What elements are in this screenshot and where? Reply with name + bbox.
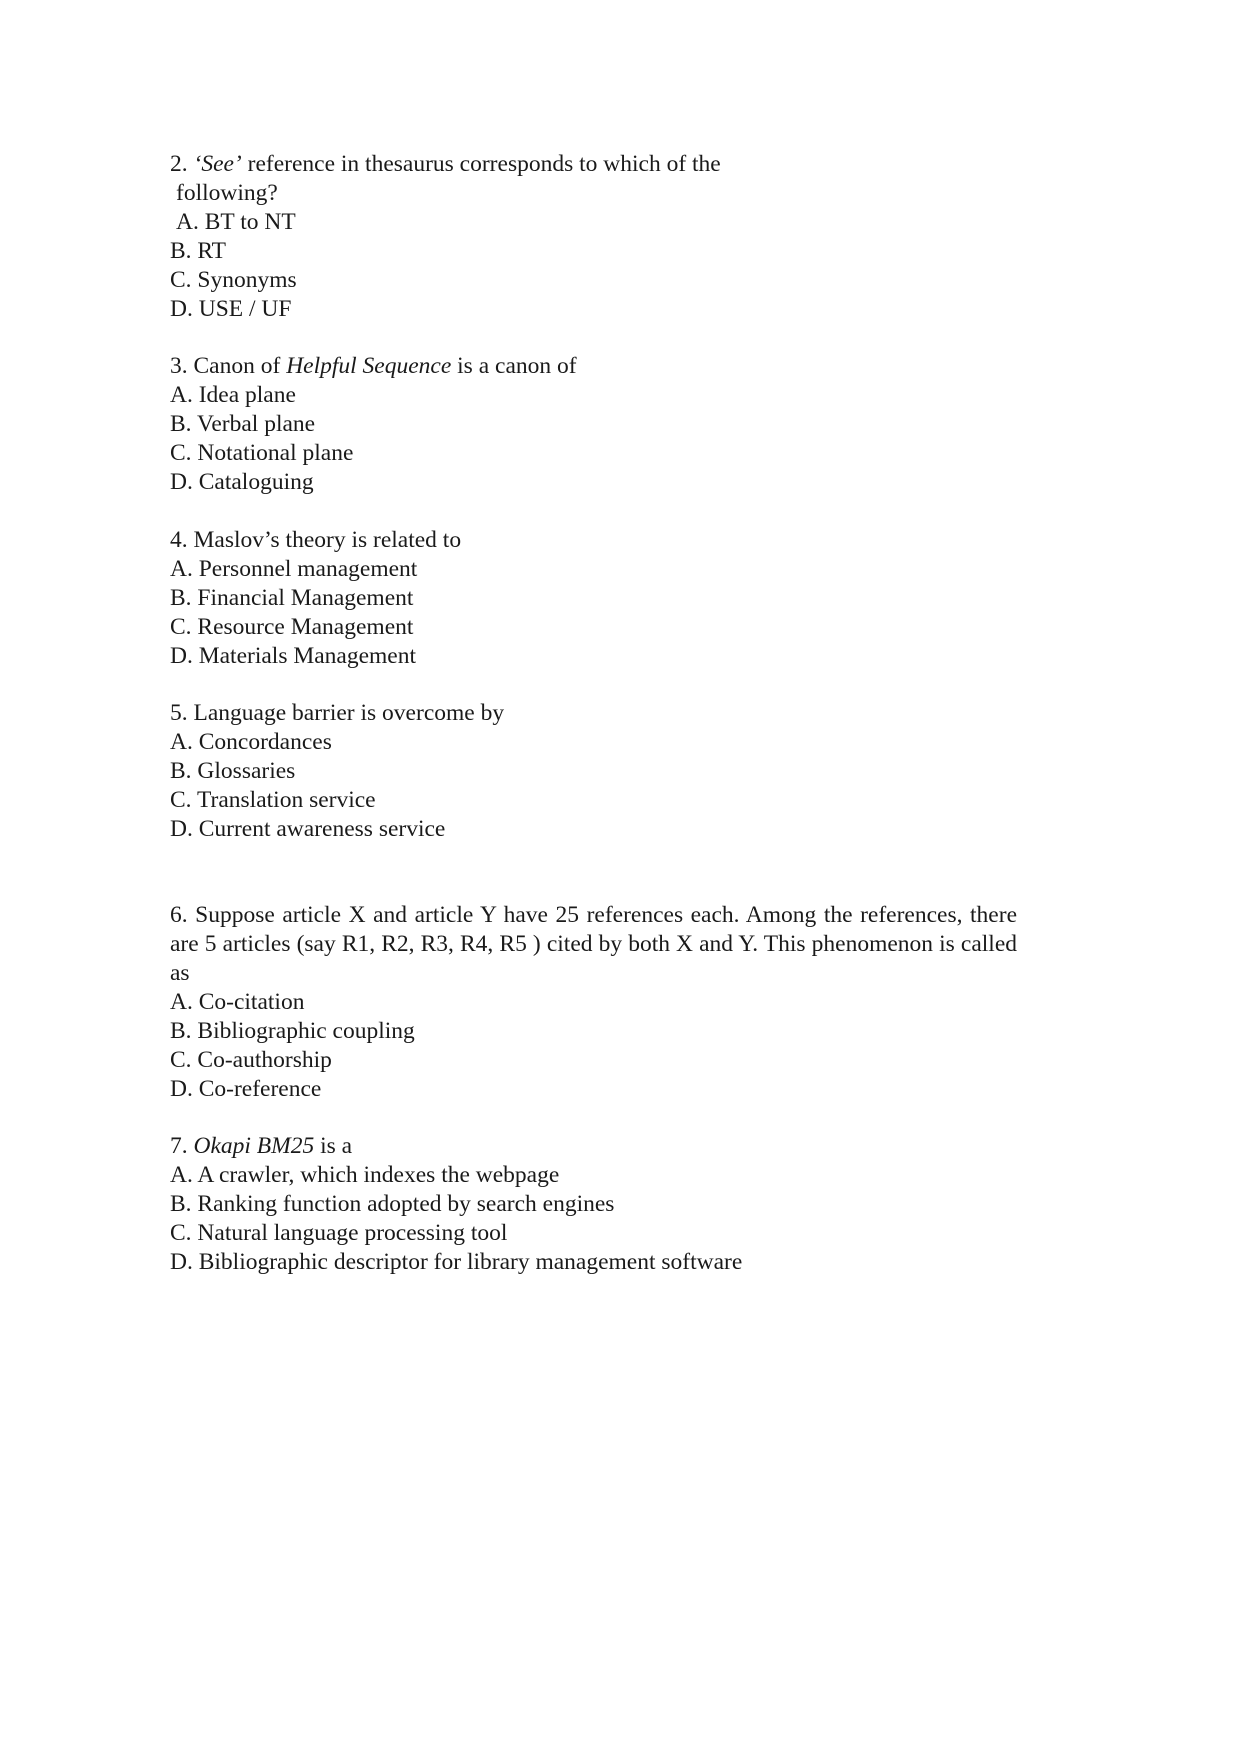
option-b: B. Financial Management xyxy=(170,585,414,611)
option-b: B. Glossaries xyxy=(170,758,296,784)
option-b: B. RT xyxy=(170,238,227,264)
stem-text: Maslov’s theory is related to xyxy=(193,527,462,553)
option-d: D. Current awareness service xyxy=(170,816,446,842)
question-stem xyxy=(170,526,1020,555)
stem-text: reference in thesaurus corresponds to which of the xyxy=(241,151,721,177)
stem-text: is a canon of xyxy=(451,353,577,379)
question-2 xyxy=(170,150,1020,324)
question-number: 3. xyxy=(170,353,188,379)
option-b: B. Verbal plane xyxy=(170,411,316,437)
stem-text: Suppose article X and article Y have 25 references each. Among the references, there are 5 articles (say R1, R2, R3, R4, R5 ) cited by both X and Y. This phenomenon is called as xyxy=(170,902,1017,986)
question-stem xyxy=(170,901,1017,988)
option-c: C. Natural language processing tool xyxy=(170,1220,508,1246)
question-stem xyxy=(170,352,1020,381)
question-number: 5. xyxy=(170,700,188,726)
stem-text: Language barrier is overcome by xyxy=(193,700,505,726)
option-c: C. Co-authorship xyxy=(170,1047,332,1073)
stem-italic: Okapi BM25 xyxy=(193,1133,315,1159)
question-7 xyxy=(170,1132,1020,1277)
option-a: A. Personnel management xyxy=(170,556,418,582)
option-c: C. Synonyms xyxy=(170,267,297,293)
stem-italic: ‘See’ xyxy=(193,151,242,177)
stem-italic: Helpful Sequence xyxy=(286,353,452,379)
question-4 xyxy=(170,526,1020,671)
option-a: A. Co-citation xyxy=(170,989,305,1015)
option-a: A. A crawler, which indexes the webpage xyxy=(170,1162,560,1188)
question-6 xyxy=(170,901,1020,1104)
question-number: 7. xyxy=(170,1133,188,1159)
option-b: B. Ranking function adopted by search engines xyxy=(170,1191,615,1217)
stem-text: is a xyxy=(314,1133,353,1159)
option-d: D. Materials Management xyxy=(170,643,417,669)
option-a: A. BT to NT xyxy=(176,209,296,235)
question-3 xyxy=(170,352,1020,497)
question-number: 6. xyxy=(170,902,188,928)
question-stem xyxy=(170,1132,1020,1161)
question-stem xyxy=(170,150,1020,179)
option-a: A. Concordances xyxy=(170,729,332,755)
option-a: A. Idea plane xyxy=(170,382,296,408)
option-d: D. Co-reference xyxy=(170,1076,322,1102)
option-d: D. USE / UF xyxy=(170,296,292,322)
option-d: D. Bibliographic descriptor for library management software xyxy=(170,1249,743,1275)
option-c: C. Notational plane xyxy=(170,440,354,466)
option-c: C. Resource Management xyxy=(170,614,414,640)
option-b: B. Bibliographic coupling xyxy=(170,1018,415,1044)
option-c: C. Translation service xyxy=(170,787,376,813)
stem-text: Canon of xyxy=(193,353,287,379)
question-stem-continued: following? xyxy=(176,180,278,206)
question-stem xyxy=(170,699,1020,728)
question-number: 2. xyxy=(170,151,188,177)
question-number: 4. xyxy=(170,527,188,553)
question-5 xyxy=(170,699,1020,844)
option-d: D. Cataloguing xyxy=(170,469,314,495)
